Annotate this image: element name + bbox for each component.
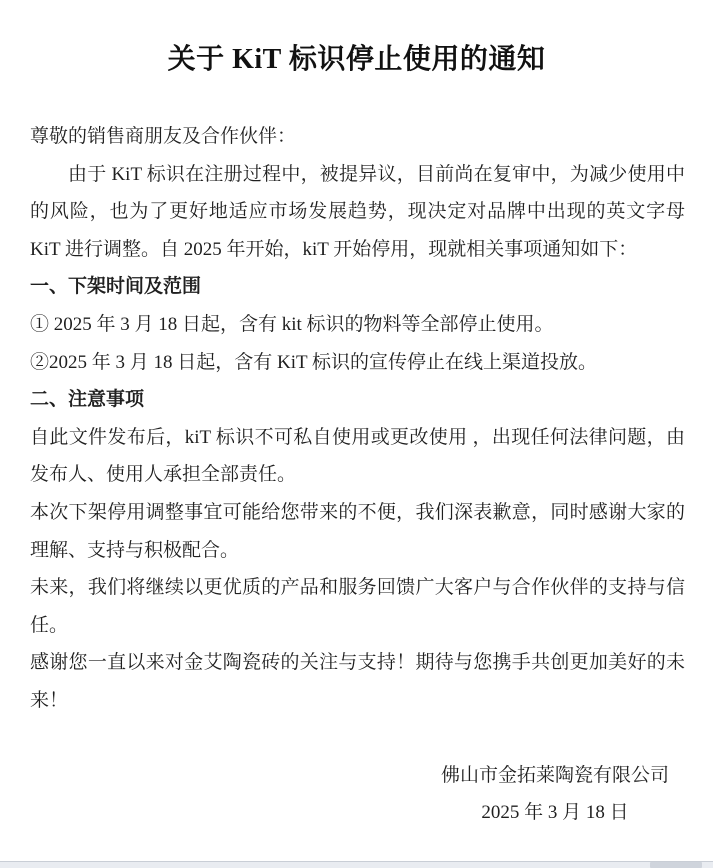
taskbar-edge-strip (0, 861, 713, 868)
document-title: 关于 KiT 标识停止使用的通知 (167, 44, 546, 75)
section1-heading: 一、下架时间及范围 (30, 276, 202, 298)
section2-paragraph-4: 感谢您一直以来对金艾陶瓷砖的关注与支持！期待与您携手共创更加美好的未来！ (30, 652, 685, 711)
section2-heading: 二、注意事项 (30, 389, 145, 411)
section1-item-1: ① 2025 年 3 月 18 日起，含有 kit 标识的物料等全部停止使用。 (30, 313, 554, 335)
intro-paragraph: 由于 KiT 标识在注册过程中，被提异议，目前尚在复审中，为减少使用中的风险，也为了更好地适应市场发展趋势，现决定对品牌中出现的英文字母 KiT 进行调整。自 2025 年开始，kiT 开始停用，现就相关事项通知如下： (30, 163, 685, 260)
section2-paragraph-3: 未来，我们将继续以更优质的产品和服务回馈广大客户与合作伙伴的支持与信任。 (30, 577, 685, 636)
section2-paragraph-1: 自此文件发布后，kiT 标识不可私自使用或更改使用 ，出现任何法律问题，由发布人、使用人承担全部责任。 (30, 426, 685, 486)
greeting-line: 尊敬的销售商朋友及合作伙伴： (30, 126, 297, 147)
signature-block (385, 757, 713, 832)
signature-company: 佛山市金拓莱陶瓷有限公司 (440, 764, 669, 786)
section2-paragraph-2: 本次下架停用调整事宜可能给您带来的不便，我们深表歉意，同时感谢大家的理解、支持与积极配合。 (30, 501, 685, 561)
document-body (0, 118, 713, 832)
taskbar-item-sliver (650, 862, 702, 868)
section1-item-2: ②2025 年 3 月 18 日起，含有 KiT 标识的宣传停止在线上渠道投放。 (30, 351, 598, 373)
signature-date: 2025 年 3 月 18 日 (481, 802, 629, 824)
